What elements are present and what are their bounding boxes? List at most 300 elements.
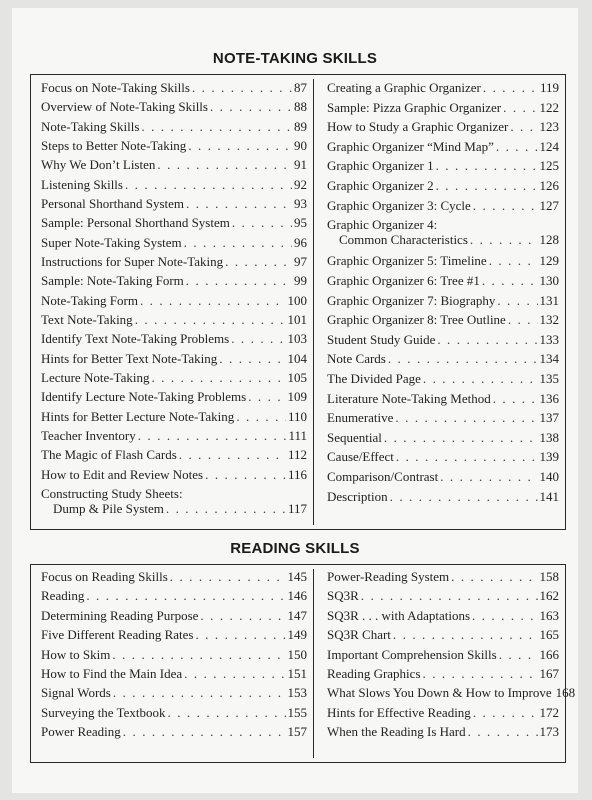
toc-entry bbox=[41, 138, 307, 153]
dot-leader bbox=[473, 705, 538, 720]
dot-leader bbox=[195, 627, 285, 642]
entry-line bbox=[41, 647, 307, 662]
dot-leader bbox=[440, 469, 537, 484]
entry-line bbox=[41, 608, 307, 623]
entry-title: When the Reading Is Hard bbox=[327, 724, 466, 739]
entry-title: SQ3R bbox=[327, 588, 359, 603]
entry-title: SQ3R Chart bbox=[327, 627, 391, 642]
toc-entry bbox=[327, 293, 559, 308]
dot-leader bbox=[483, 80, 538, 95]
entry-title: Five Different Reading Rates bbox=[41, 627, 194, 642]
page-number: 96 bbox=[294, 235, 307, 250]
page-number: 99 bbox=[294, 273, 307, 288]
page-number: 153 bbox=[287, 685, 307, 700]
dot-leader bbox=[170, 569, 286, 584]
entry-line bbox=[327, 469, 559, 484]
entry-title: Graphic Organizer 8: Tree Outline bbox=[327, 312, 506, 327]
entry-title: Graphic Organizer 2 bbox=[327, 178, 434, 193]
entry-line bbox=[41, 312, 307, 327]
entry-line bbox=[327, 351, 559, 366]
page-number: 88 bbox=[294, 99, 307, 114]
entry-line bbox=[327, 273, 559, 288]
dot-leader bbox=[232, 215, 292, 230]
entry-line bbox=[327, 666, 559, 681]
toc-entry bbox=[41, 80, 307, 95]
entry-title: Identify Text Note-Taking Problems bbox=[41, 331, 230, 346]
entry-line bbox=[327, 627, 559, 642]
page-number: 137 bbox=[539, 410, 559, 425]
dot-leader bbox=[361, 588, 538, 603]
entry-title: How to Edit and Review Notes bbox=[41, 467, 204, 482]
entry-title: Sample: Personal Shorthand System bbox=[41, 215, 230, 230]
entry-title: The Divided Page bbox=[327, 371, 421, 386]
dot-leader bbox=[473, 198, 538, 213]
toc-entry bbox=[41, 196, 307, 211]
toc-entry bbox=[41, 389, 307, 404]
toc-entry bbox=[327, 100, 559, 115]
page-number: 155 bbox=[287, 705, 307, 720]
entry-title: Teacher Inventory bbox=[41, 428, 136, 443]
toc-entry bbox=[41, 312, 307, 327]
page-number: 135 bbox=[539, 371, 559, 386]
page-number: 163 bbox=[539, 608, 559, 623]
dot-leader bbox=[157, 157, 292, 172]
dot-leader bbox=[493, 391, 538, 406]
page-number: 110 bbox=[287, 409, 307, 424]
toc-entry bbox=[41, 273, 307, 288]
page-number: 112 bbox=[287, 447, 307, 462]
entry-line bbox=[41, 705, 307, 720]
entry-line bbox=[327, 312, 559, 327]
page-number: 97 bbox=[294, 254, 307, 269]
toc-entry bbox=[327, 332, 559, 347]
toc-entry bbox=[41, 647, 307, 662]
toc-entry bbox=[41, 157, 307, 172]
dot-leader bbox=[248, 389, 285, 404]
dot-leader bbox=[499, 647, 538, 662]
page-number: 158 bbox=[539, 569, 559, 584]
dot-leader bbox=[423, 371, 538, 386]
toc-entry bbox=[41, 705, 307, 720]
section-title-note-taking: NOTE-TAKING SKILLS bbox=[212, 50, 378, 67]
entry-title: Graphic Organizer 5: Timeline bbox=[327, 253, 487, 268]
toc-entry bbox=[41, 351, 307, 366]
entry-line bbox=[327, 119, 559, 134]
column-divider bbox=[313, 79, 314, 525]
dot-leader bbox=[135, 312, 286, 327]
toc-entry bbox=[41, 685, 307, 700]
entry-title: What Slows You Down & How to Improve bbox=[327, 685, 552, 700]
entry-title: Instructions for Super Note-Taking bbox=[41, 254, 224, 269]
page-number: 141 bbox=[539, 489, 559, 504]
entry-title: Hints for Better Text Note-Taking bbox=[41, 351, 218, 366]
dot-leader bbox=[192, 80, 292, 95]
toc-entry bbox=[327, 198, 559, 213]
entry-line bbox=[41, 254, 307, 269]
entry-line bbox=[327, 158, 559, 173]
dot-leader bbox=[508, 312, 538, 327]
dot-leader bbox=[388, 351, 538, 366]
dot-leader bbox=[188, 138, 292, 153]
entry-title: How to Find the Main Idea bbox=[41, 666, 183, 681]
entry-title: Listening Skills bbox=[41, 177, 123, 192]
dot-leader bbox=[166, 501, 286, 516]
toc-entry bbox=[327, 217, 559, 247]
entry-line bbox=[327, 489, 559, 504]
page-number: 129 bbox=[539, 253, 559, 268]
toc-entry bbox=[41, 293, 307, 308]
entry-line bbox=[327, 430, 559, 445]
toc-entry bbox=[327, 685, 576, 700]
entry-title: Power Reading bbox=[41, 724, 121, 739]
page-number: 124 bbox=[539, 139, 559, 154]
toc-entry bbox=[327, 351, 559, 366]
page-number: 168 bbox=[555, 685, 576, 700]
dot-leader bbox=[219, 351, 285, 366]
toc-entry bbox=[41, 608, 307, 623]
dot-leader bbox=[423, 666, 538, 681]
toc-entry bbox=[327, 80, 559, 95]
toc-entry bbox=[41, 370, 307, 385]
toc-entry bbox=[41, 627, 307, 642]
entry-line bbox=[41, 428, 307, 443]
page-number: 125 bbox=[539, 158, 559, 173]
dot-leader bbox=[86, 588, 285, 603]
toc-entry bbox=[41, 588, 307, 603]
entry-line bbox=[41, 627, 307, 642]
toc-entry bbox=[327, 705, 559, 720]
dot-leader bbox=[186, 273, 292, 288]
dot-leader bbox=[179, 447, 286, 462]
toc-entry bbox=[327, 312, 559, 327]
entry-line bbox=[327, 685, 576, 700]
toc-entry bbox=[327, 430, 559, 445]
page-number: 173 bbox=[539, 724, 559, 739]
page-number: 123 bbox=[539, 119, 559, 134]
page-number: 145 bbox=[287, 569, 307, 584]
page-number: 122 bbox=[539, 100, 559, 115]
toc-entry bbox=[327, 608, 559, 623]
toc-entry bbox=[327, 449, 559, 464]
page-number: 90 bbox=[294, 138, 307, 153]
dot-leader bbox=[168, 705, 286, 720]
entry-title: Why We Don’t Listen bbox=[41, 157, 156, 172]
page-number: 126 bbox=[539, 178, 559, 193]
entry-title: How to Skim bbox=[41, 647, 111, 662]
page-number: 100 bbox=[287, 293, 307, 308]
entry-line bbox=[41, 351, 307, 366]
entry-title: Identify Lecture Note-Taking Problems bbox=[41, 389, 247, 404]
entry-title: Reading Graphics bbox=[327, 666, 421, 681]
dot-leader bbox=[184, 235, 292, 250]
page-number: 151 bbox=[287, 666, 307, 681]
dot-leader bbox=[184, 666, 285, 681]
page-number: 167 bbox=[539, 666, 559, 681]
page-number: 105 bbox=[287, 370, 307, 385]
toc-entry bbox=[41, 486, 307, 516]
toc-entry bbox=[41, 428, 307, 443]
entry-line bbox=[41, 447, 307, 462]
toc-entry bbox=[41, 177, 307, 192]
entry-title: Reading bbox=[41, 588, 85, 603]
page-number: 89 bbox=[294, 119, 307, 134]
entry-title: Graphic Organizer 3: Cycle bbox=[327, 198, 471, 213]
toc-entry bbox=[41, 409, 307, 424]
dot-leader bbox=[200, 608, 285, 623]
document-page bbox=[12, 8, 578, 793]
dot-leader bbox=[236, 409, 286, 424]
entry-line bbox=[327, 647, 559, 662]
entry-title: Description bbox=[327, 489, 388, 504]
section-title-reading: READING SKILLS bbox=[230, 540, 360, 557]
entry-line bbox=[41, 99, 307, 114]
dot-leader bbox=[503, 100, 537, 115]
entry-line bbox=[327, 391, 559, 406]
entry-title: How to Study a Graphic Organizer bbox=[327, 119, 509, 134]
entry-line bbox=[327, 178, 559, 193]
entry-title: Dump & Pile System bbox=[53, 501, 164, 516]
entry-line bbox=[41, 119, 307, 134]
entry-title: Signal Words bbox=[41, 685, 111, 700]
dot-leader bbox=[451, 569, 537, 584]
page-number: 132 bbox=[539, 312, 559, 327]
dot-leader bbox=[396, 449, 538, 464]
entry-title: Graphic Organizer “Mind Map” bbox=[327, 139, 494, 154]
toc-entry bbox=[327, 647, 559, 662]
toc-entry bbox=[327, 588, 559, 603]
entry-line bbox=[41, 685, 307, 700]
entry-line bbox=[41, 724, 307, 739]
page-number: 104 bbox=[287, 351, 307, 366]
toc-entry bbox=[41, 569, 307, 584]
entry-title: Literature Note-Taking Method bbox=[327, 391, 491, 406]
dot-leader bbox=[123, 724, 286, 739]
entry-line bbox=[327, 80, 559, 95]
page-number: 95 bbox=[294, 215, 307, 230]
page-number: 131 bbox=[539, 293, 559, 308]
toc-entry bbox=[41, 119, 307, 134]
dot-leader bbox=[231, 331, 285, 346]
entry-line bbox=[41, 666, 307, 681]
toc-entry bbox=[327, 489, 559, 504]
entry-title: Sample: Note-Taking Form bbox=[41, 273, 184, 288]
entry-title: Lecture Note-Taking bbox=[41, 370, 150, 385]
entry-title: Graphic Organizer 7: Biography bbox=[327, 293, 496, 308]
dot-leader bbox=[436, 158, 538, 173]
page-number: 165 bbox=[539, 627, 559, 642]
entry-line bbox=[41, 370, 307, 385]
page-number: 149 bbox=[287, 627, 307, 642]
entry-title: Overview of Note-Taking Skills bbox=[41, 99, 208, 114]
entry-title: Common Characteristics bbox=[339, 232, 468, 247]
toc-entry bbox=[41, 99, 307, 114]
entry-line bbox=[41, 331, 307, 346]
page-number: 146 bbox=[287, 588, 307, 603]
entry-title: Steps to Better Note-Taking bbox=[41, 138, 187, 153]
dot-leader bbox=[205, 467, 286, 482]
entry-line bbox=[327, 608, 559, 623]
entry-title: Text Note-Taking bbox=[41, 312, 133, 327]
toc-entry bbox=[327, 391, 559, 406]
toc-entry bbox=[327, 178, 559, 193]
entry-line bbox=[327, 569, 559, 584]
entry-line bbox=[41, 177, 307, 192]
entry-line bbox=[41, 273, 307, 288]
entry-line bbox=[41, 409, 307, 424]
entry-title: Important Comprehension Skills bbox=[327, 647, 497, 662]
entry-line bbox=[327, 588, 559, 603]
toc-entry bbox=[41, 254, 307, 269]
dot-leader bbox=[437, 332, 537, 347]
page-number: 140 bbox=[539, 469, 559, 484]
page-number: 127 bbox=[539, 198, 559, 213]
toc-entry bbox=[327, 253, 559, 268]
page-number: 92 bbox=[294, 177, 307, 192]
dot-leader bbox=[393, 627, 538, 642]
entry-subline bbox=[327, 232, 559, 247]
dot-leader bbox=[125, 177, 292, 192]
toc-entry bbox=[41, 331, 307, 346]
column-divider bbox=[313, 569, 314, 758]
entry-title: Graphic Organizer 4: bbox=[327, 217, 438, 232]
entry-line bbox=[41, 293, 307, 308]
entry-title: Surveying the Textbook bbox=[41, 705, 166, 720]
entry-title: Enumerative bbox=[327, 410, 394, 425]
entry-title: Student Study Guide bbox=[327, 332, 436, 347]
entry-title: SQ3R . . . with Adaptations bbox=[327, 608, 471, 623]
page-number: 166 bbox=[539, 647, 559, 662]
toc-entry bbox=[41, 215, 307, 230]
dot-leader bbox=[151, 370, 285, 385]
page-number: 136 bbox=[539, 391, 559, 406]
toc-entry bbox=[41, 666, 307, 681]
toc-entry bbox=[327, 469, 559, 484]
entry-line bbox=[41, 157, 307, 172]
entry-line bbox=[327, 705, 559, 720]
entry-title: Cause/Effect bbox=[327, 449, 394, 464]
page-number: 109 bbox=[287, 389, 307, 404]
entry-title: Graphic Organizer 6: Tree #1 bbox=[327, 273, 480, 288]
entry-line bbox=[41, 80, 307, 95]
entry-line bbox=[41, 138, 307, 153]
page-number: 172 bbox=[539, 705, 559, 720]
entry-title: Sample: Pizza Graphic Organizer bbox=[327, 100, 502, 115]
entry-title: Focus on Note-Taking Skills bbox=[41, 80, 190, 95]
entry-line bbox=[41, 235, 307, 250]
toc-entry bbox=[327, 273, 559, 288]
toc-entry bbox=[327, 410, 559, 425]
entry-title: Power-Reading System bbox=[327, 569, 450, 584]
toc-entry bbox=[327, 139, 559, 154]
dot-leader bbox=[225, 254, 292, 269]
page-number: 116 bbox=[287, 467, 307, 482]
toc-entry bbox=[41, 724, 307, 739]
entry-line bbox=[327, 100, 559, 115]
entry-title: Sequential bbox=[327, 430, 382, 445]
dot-leader bbox=[186, 196, 292, 211]
entry-line bbox=[327, 410, 559, 425]
entry-line bbox=[41, 569, 307, 584]
entry-line bbox=[327, 449, 559, 464]
entry-title: Constructing Study Sheets: bbox=[41, 486, 183, 501]
dot-leader bbox=[384, 430, 538, 445]
toc-entry bbox=[327, 724, 559, 739]
entry-title: Focus on Reading Skills bbox=[41, 569, 168, 584]
entry-line bbox=[327, 293, 559, 308]
entry-title: Hints for Effective Reading bbox=[327, 705, 471, 720]
entry-title: Personal Shorthand System bbox=[41, 196, 184, 211]
entry-subline bbox=[41, 501, 307, 516]
dot-leader bbox=[436, 178, 538, 193]
entry-title: The Magic of Flash Cards bbox=[41, 447, 177, 462]
page-number: 157 bbox=[287, 724, 307, 739]
toc-entry bbox=[41, 447, 307, 462]
toc-entry bbox=[41, 467, 307, 482]
dot-leader bbox=[497, 293, 537, 308]
dot-leader bbox=[113, 685, 286, 700]
dot-leader bbox=[390, 489, 538, 504]
entry-line bbox=[327, 198, 559, 213]
dot-leader bbox=[112, 647, 285, 662]
page-number: 150 bbox=[287, 647, 307, 662]
dot-leader bbox=[140, 293, 286, 308]
entry-line bbox=[327, 332, 559, 347]
entry-line bbox=[327, 253, 559, 268]
toc-entry bbox=[41, 235, 307, 250]
dot-leader bbox=[510, 119, 537, 134]
entry-line bbox=[41, 196, 307, 211]
dot-leader bbox=[141, 119, 292, 134]
toc-entry bbox=[327, 627, 559, 642]
dot-leader bbox=[138, 428, 287, 443]
page-number: 139 bbox=[539, 449, 559, 464]
page-number: 111 bbox=[288, 428, 307, 443]
page-number: 128 bbox=[539, 232, 559, 247]
page-number: 91 bbox=[294, 157, 307, 172]
entry-title: Creating a Graphic Organizer bbox=[327, 80, 481, 95]
toc-box-note-taking bbox=[30, 74, 566, 530]
page-number: 134 bbox=[539, 351, 559, 366]
page-number: 162 bbox=[539, 588, 559, 603]
dot-leader bbox=[472, 608, 537, 623]
entry-line bbox=[327, 139, 559, 154]
entry-title: Super Note-Taking System bbox=[41, 235, 182, 250]
page-number: 117 bbox=[287, 501, 307, 516]
entry-line bbox=[327, 724, 559, 739]
page-number: 101 bbox=[287, 312, 307, 327]
page-number: 133 bbox=[539, 332, 559, 347]
page-number: 93 bbox=[294, 196, 307, 211]
entry-title: Note-Taking Form bbox=[41, 293, 138, 308]
dot-leader bbox=[482, 273, 538, 288]
dot-leader bbox=[489, 253, 538, 268]
dot-leader bbox=[395, 410, 537, 425]
toc-entry bbox=[327, 158, 559, 173]
page-number: 103 bbox=[287, 331, 307, 346]
toc-entry bbox=[327, 666, 559, 681]
entry-line bbox=[41, 215, 307, 230]
entry-line bbox=[327, 371, 559, 386]
page-number: 119 bbox=[539, 80, 559, 95]
page-number: 130 bbox=[539, 273, 559, 288]
entry-line bbox=[41, 588, 307, 603]
toc-entry bbox=[327, 119, 559, 134]
entry-title: Hints for Better Lecture Note-Taking bbox=[41, 409, 235, 424]
page-number: 138 bbox=[539, 430, 559, 445]
dot-leader bbox=[470, 232, 538, 247]
page-number: 87 bbox=[294, 80, 307, 95]
page-number: 147 bbox=[287, 608, 307, 623]
